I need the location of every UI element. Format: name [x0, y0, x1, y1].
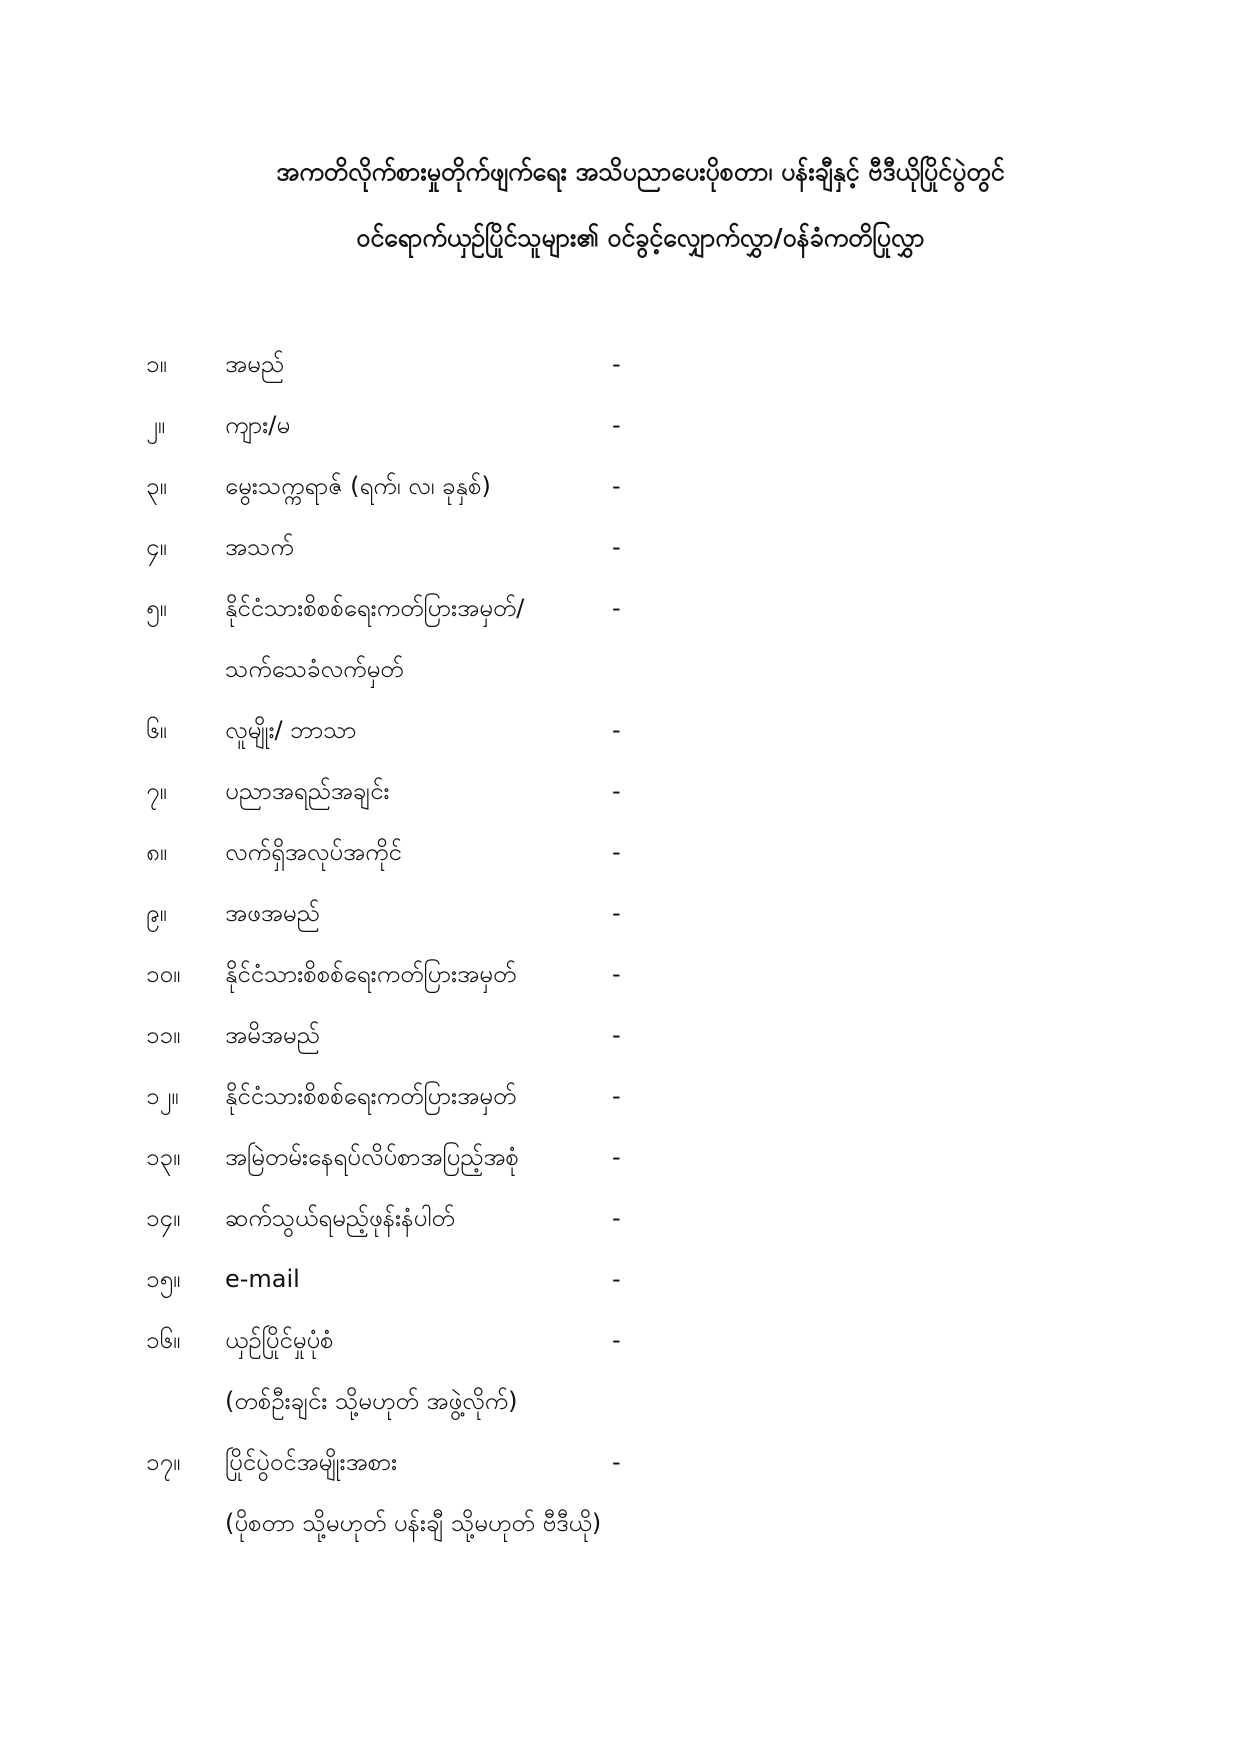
field-number: ၁၆။ [146, 1326, 181, 1354]
field-number: ၁၄။ [146, 1204, 181, 1232]
field-row-father-id [0, 944, 1241, 1005]
field-label: လူမျိုး/ ဘာသာ [225, 716, 357, 744]
field-label: ဆက်သွယ်ရမည့်ဖုန်းနံပါတ် [225, 1204, 455, 1232]
field-dash: - [612, 1143, 621, 1171]
field-label: နိုင်ငံသားစိစစ်ရေးကတ်ပြားအမှတ် [225, 960, 517, 988]
field-number: ၁၃။ [146, 1143, 181, 1171]
field-row-id-card-continued [0, 639, 1241, 700]
field-number: ၆။ [146, 716, 167, 744]
field-row-age [0, 517, 1241, 578]
field-row-education [0, 761, 1241, 822]
field-number: ၉။ [146, 899, 167, 927]
field-row-category-continued [0, 1493, 1241, 1554]
field-dash: - [612, 1265, 621, 1293]
field-number: ၁။ [146, 350, 167, 378]
field-label: အမိအမည် [225, 1021, 320, 1049]
field-number: ၇။ [146, 777, 167, 805]
field-number: ၁၂။ [146, 1082, 179, 1110]
field-dash: - [612, 1021, 621, 1049]
field-label: ပြိုင်ပွဲဝင်အမျိုးအစား [225, 1448, 398, 1476]
page-title-line-2: ဝင်ရောက်ယှဉ်ပြိုင်သူများ၏ ဝင်ခွင့်လျှောက်လွှာ/ဝန်ခံကတိပြုလွှာ [356, 223, 925, 252]
field-dash: - [612, 716, 621, 744]
field-row-gender [0, 395, 1241, 456]
field-number: ၁၅။ [146, 1265, 181, 1293]
field-row-address [0, 1127, 1241, 1188]
field-dash: - [612, 411, 621, 439]
field-row-category [0, 1432, 1241, 1493]
field-label-continued: သက်သေခံလက်မှတ် [225, 655, 404, 683]
field-label: အဖအမည် [225, 899, 320, 927]
field-row-occupation [0, 822, 1241, 883]
field-row-mother-id [0, 1066, 1241, 1127]
field-dash: - [612, 1448, 621, 1476]
field-label: အသက် [225, 533, 294, 561]
field-dash: - [612, 1204, 621, 1232]
field-number: ၁၁။ [146, 1021, 181, 1049]
field-label: နိုင်ငံသားစိစစ်ရေးကတ်ပြားအမှတ် [225, 1082, 517, 1110]
field-label: အမည် [225, 350, 284, 378]
field-row-father-name [0, 883, 1241, 944]
field-dash: - [612, 838, 621, 866]
field-label-continued: (ပိုစတာ သို့မဟုတ် ပန်းချီ သို့မဟုတ် ဗီဒီယို) [225, 1509, 602, 1537]
field-number: ၁၀။ [146, 960, 181, 988]
field-row-competition-mode-continued [0, 1371, 1241, 1432]
field-label: အမြဲတမ်းနေရပ်လိပ်စာအပြည့်အစုံ [225, 1143, 519, 1171]
field-dash: - [612, 960, 621, 988]
field-row-competition-mode [0, 1310, 1241, 1371]
field-label: နိုင်ငံသားစိစစ်ရေးကတ်ပြားအမှတ်/ [225, 594, 525, 622]
field-dash: - [612, 594, 621, 622]
field-label: ပညာအရည်အချင်း [225, 777, 390, 805]
field-dash: - [612, 899, 621, 927]
field-row-name [0, 334, 1241, 395]
field-label: ယှဉ်ပြိုင်မှုပုံစံ [225, 1326, 334, 1354]
field-row-race-religion [0, 700, 1241, 761]
field-label: လက်ရှိအလုပ်အကိုင် [225, 838, 402, 866]
field-dash: - [612, 533, 621, 561]
field-number: ၈။ [146, 838, 167, 866]
field-label: ကျား/မ [225, 411, 291, 439]
field-label: မွေးသက္ကရာဇ် (ရက်၊ လ၊ ခုနှစ်) [225, 472, 491, 500]
field-number: ၂။ [146, 411, 166, 439]
field-label-continued: (တစ်ဦးချင်း သို့မဟုတ် အဖွဲ့လိုက်) [225, 1387, 518, 1415]
field-dash: - [612, 350, 621, 378]
field-row-email [0, 1249, 1241, 1310]
field-dash: - [612, 472, 621, 500]
field-row-mother-name [0, 1005, 1241, 1066]
field-row-phone [0, 1188, 1241, 1249]
application-form [0, 334, 1241, 1554]
field-row-birthdate [0, 456, 1241, 517]
field-number: ၁၇။ [146, 1448, 181, 1476]
field-number: ၃။ [146, 472, 167, 500]
field-number: ၅။ [146, 594, 167, 622]
field-number: ၄။ [146, 533, 167, 561]
field-dash: - [612, 777, 621, 805]
field-dash: - [612, 1082, 621, 1110]
field-label: e-mail [225, 1265, 300, 1293]
field-row-id-card [0, 578, 1241, 639]
page-title-line-1: အကတိလိုက်စားမှုတိုက်ဖျက်ရေး အသိပညာပေးပိုစတာ၊ ပန်းချီနှင့် ဗီဒီယိုပြိုင်ပွဲတွင် [276, 157, 1005, 186]
field-dash: - [612, 1326, 621, 1354]
